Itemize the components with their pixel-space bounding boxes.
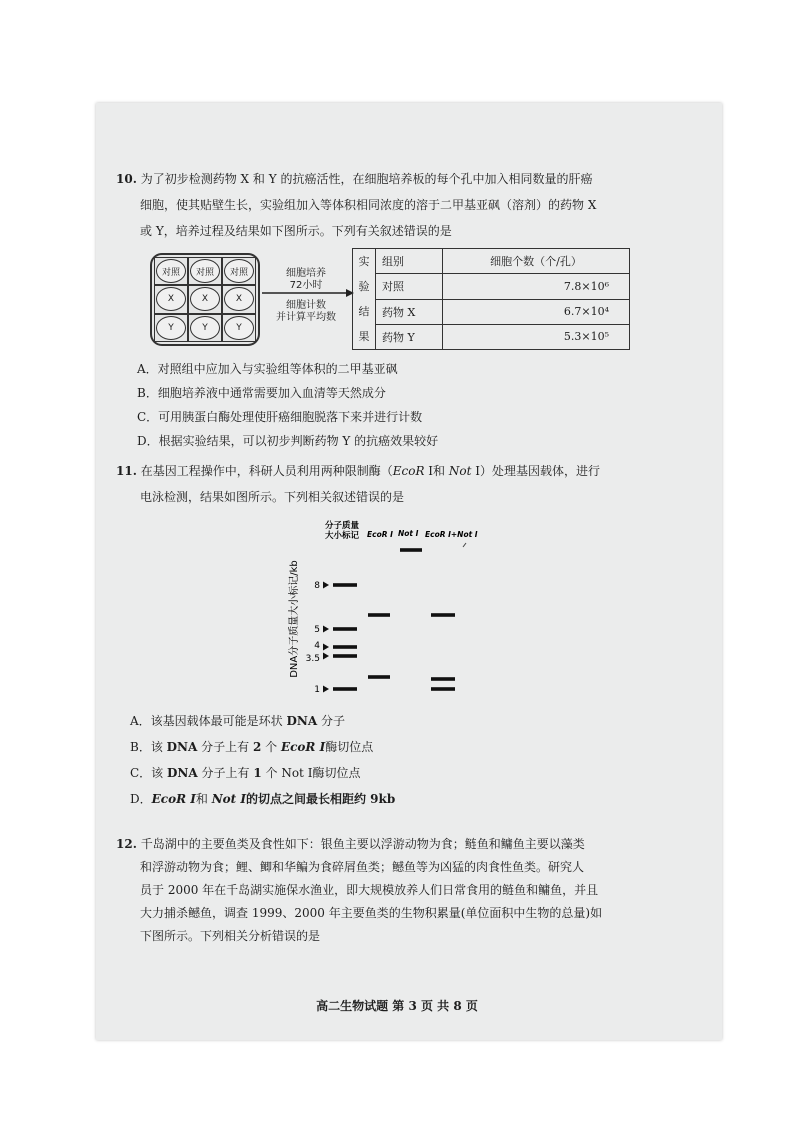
question-text-line: 为了初步检测药物 X 和 Y 的抗癌活性，在细胞培养板的每个孔中加入相同数量的肝癌 (140, 172, 593, 186)
table-cell: 对照 (376, 274, 443, 299)
table-cell: 药物 Y (376, 324, 443, 349)
well (222, 257, 256, 285)
option-text: 的切点之间最长相距约 9kb (246, 792, 396, 806)
table-cell: 5.3×10⁵ (443, 324, 630, 349)
option-c[interactable] (130, 760, 395, 786)
option-c[interactable]: C．可用胰蛋白酶处理使肝癌细胞脱落下来并进行计数 (137, 410, 423, 424)
ecor-band (368, 613, 390, 617)
marker-label: 分子质量 (325, 521, 360, 531)
enzyme-name: EcoR (392, 464, 425, 478)
lane-label-ecor: EcoR I (367, 530, 393, 539)
option-text: A．该基因载体最可能是环状 (130, 714, 287, 728)
option-d[interactable]: D．根据实验结果，可以初步判断药物 Y 的抗癌效果较好 (137, 434, 439, 448)
tick-marker (323, 686, 329, 693)
option-a[interactable] (130, 708, 395, 734)
gel-ticks (306, 581, 329, 695)
table-row (353, 299, 630, 324)
option-text: 酶切位点 (325, 740, 374, 754)
marker-band (333, 687, 357, 691)
tick-label: 1 (314, 685, 320, 695)
enzyme-name: EcoR I (151, 792, 196, 806)
option-text: 2 (252, 740, 262, 754)
question-text: 在基因工程操作中，科研人员利用两种限制酶（ (140, 464, 393, 478)
question-text-line: 和浮游动物为食；鲤、鲫和华鳊为食碎屑鱼类；鳡鱼等为凶猛的肉食性鱼类。研究人 (140, 860, 585, 874)
tick-marker (323, 653, 329, 660)
not-band (400, 548, 422, 552)
well (188, 285, 222, 313)
table-header: 组别 (376, 249, 443, 274)
question-text-line: 员于 2000 年在千岛湖实施保水渔业，即大规模放养人们日常食用的鲢鱼和鳙鱼，并且 (140, 883, 599, 897)
marker-band (333, 583, 357, 587)
well (188, 257, 222, 285)
well (154, 314, 188, 342)
process-arrow (262, 288, 354, 298)
table-cell: 药物 X (376, 299, 443, 324)
marker-band (333, 654, 357, 658)
option-text: DNA (167, 766, 198, 780)
well (188, 314, 222, 342)
question-text-line: 细胞，使其贴壁生长，实验组加入等体积相同浓度的溶于二甲基亚砜（溶剂）的药物 X (140, 198, 597, 212)
table-row (353, 274, 630, 299)
enzyme-name: Not I (281, 766, 313, 780)
process-step: 细胞计数 (286, 300, 326, 311)
well-label: X (156, 287, 186, 311)
double-digest-band (431, 677, 455, 681)
option-b[interactable] (130, 734, 395, 760)
question-text: I和 (424, 464, 449, 478)
process-step: 并计算平均数 (276, 312, 336, 323)
option-d[interactable] (130, 786, 395, 812)
question-10 (116, 166, 596, 244)
option-text: C．该 (130, 766, 167, 780)
question-text: I）处理基因载体，进行 (471, 464, 600, 478)
option-text: DNA (286, 714, 318, 728)
side-char: 果 (358, 330, 370, 343)
marker-band (333, 645, 357, 649)
side-char: 实 (358, 255, 370, 268)
well (154, 257, 188, 285)
enzyme-name: EcoR I (280, 740, 326, 754)
well-label: X (190, 287, 220, 311)
tick-marker (323, 626, 329, 633)
process-step: 72小时 (289, 280, 323, 291)
well-label: 对照 (190, 259, 220, 283)
question-number: 11. (116, 464, 137, 478)
tick-label: 4 (314, 641, 320, 651)
process-step: 细胞培养 (286, 268, 326, 279)
question-text-line: 大力捕杀鳡鱼，调查 1999、2000 年主要鱼类的生物积累量(单位面积中生物的总量)如 (140, 906, 603, 920)
well-label: 对照 (156, 259, 186, 283)
side-char: 结 (358, 305, 370, 318)
well-label: Y (156, 316, 186, 340)
option-b[interactable]: B．细胞培养液中通常需要加入血清等天然成分 (137, 386, 386, 400)
table-cell: 7.8×10⁶ (443, 274, 630, 299)
lane-label-not: Not I (398, 529, 419, 538)
tick-label: 8 (314, 581, 320, 591)
tick-label: 3.5 (305, 654, 320, 664)
well-label: Y (190, 316, 220, 340)
double-digest-band (431, 613, 455, 617)
table-cell: 6.7×10⁴ (443, 299, 630, 324)
double-digest-band (431, 687, 455, 691)
option-text: 分子上有 (197, 766, 254, 780)
marker-band (333, 627, 357, 631)
table-row (353, 324, 630, 349)
table-header: 细胞个数（个/孔） (443, 249, 630, 274)
enzyme-name: Not I (211, 792, 246, 806)
ecor-band (368, 675, 390, 679)
question-text-line: 千岛湖中的主要鱼类及食性如下：银鱼主要以浮游动物为食；鲢鱼和鳙鱼主要以藻类 (140, 837, 585, 851)
option-text: D． (130, 792, 152, 806)
well (222, 314, 256, 342)
question-text-line: 或 Y，培养过程及结果如下图所示。下列有关叙述错误的是 (140, 224, 452, 238)
q11-options (130, 708, 395, 812)
question-number: 12. (116, 837, 137, 851)
option-text: 分子 (317, 714, 345, 728)
gel-mark (463, 543, 466, 547)
table-side-label (353, 249, 376, 350)
well-label: X (224, 287, 254, 311)
option-text: 个 (261, 766, 282, 780)
tick-marker (323, 582, 329, 589)
well-label: Y (224, 316, 254, 340)
question-text-line: 下图所示。下列相关分析错误的是 (140, 929, 321, 943)
tick-marker (323, 644, 329, 651)
marker-label: 大小标记 (325, 531, 360, 541)
enzyme-name: Not (448, 464, 472, 478)
tick-label: 5 (314, 625, 320, 635)
option-text: 和 (195, 792, 212, 806)
option-text: 分子上有 (197, 740, 253, 754)
process-label-2 (258, 300, 354, 324)
well (222, 285, 256, 313)
gel-bands (333, 548, 455, 691)
electrophoresis-gel (283, 517, 483, 707)
culture-plate (150, 253, 260, 346)
well-label: 对照 (224, 259, 254, 283)
question-12 (116, 833, 602, 948)
option-a[interactable]: A．对照组中应加入与实验组等体积的二甲基亚砜 (137, 362, 398, 376)
option-text: 1 (253, 766, 262, 780)
lane-label-double: EcoR I+Not I (425, 530, 478, 539)
y-axis-label: DNA分子质量大小标记/kb (289, 560, 300, 678)
well (154, 285, 188, 313)
option-text: B．该 (130, 740, 167, 754)
page-footer: 高二生物试题 第 3 页 共 8 页 (316, 999, 478, 1013)
option-text: 酶切位点 (312, 766, 361, 780)
q10-options (137, 357, 438, 453)
question-text-line: 电泳检测，结果如图所示。下列相关叙述错误的是 (140, 490, 405, 504)
option-text: 个 (261, 740, 281, 754)
option-text: DNA (166, 740, 198, 754)
results-table (352, 248, 630, 350)
side-char: 验 (358, 280, 370, 293)
question-11 (116, 458, 600, 510)
question-number: 10. (116, 172, 137, 186)
